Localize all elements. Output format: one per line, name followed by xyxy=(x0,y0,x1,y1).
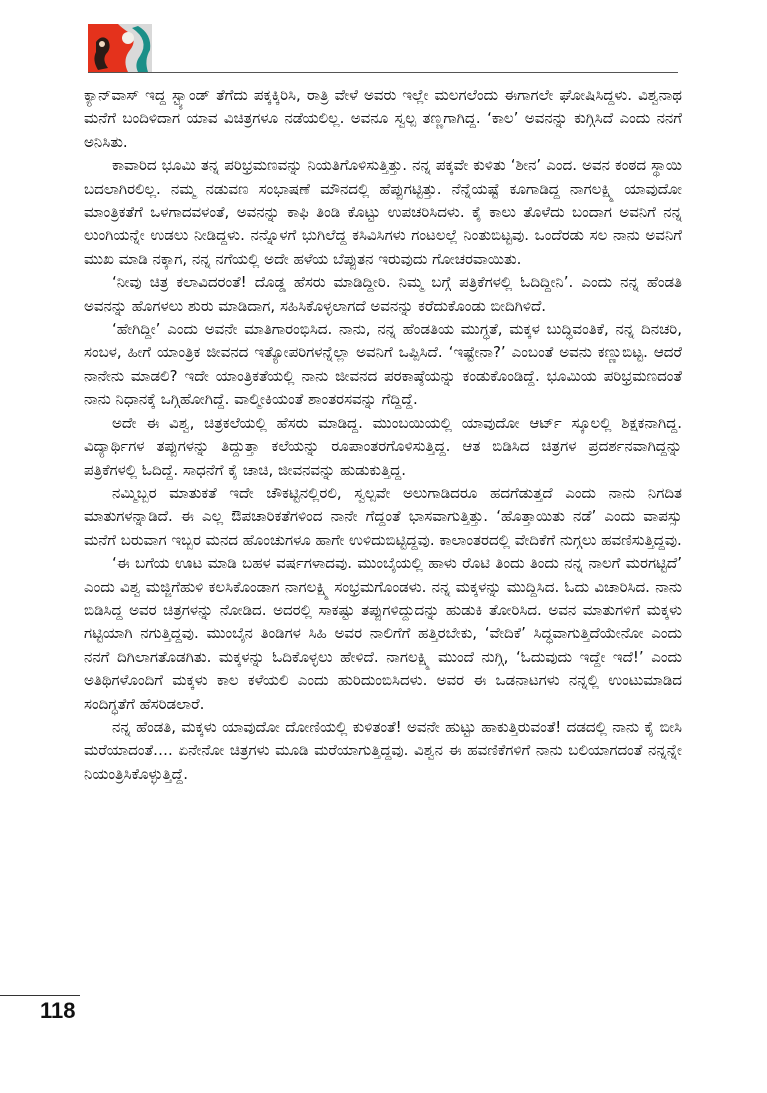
article-body xyxy=(84,84,682,786)
page-number: 118 xyxy=(40,998,76,1023)
page-number-rule xyxy=(0,995,80,996)
paragraph: ‘ನೀವು ಚಿತ್ರ ಕಲಾವಿದರಂತೆ! ದೊಡ್ಡ ಹೆಸರು ಮಾಡಿದ್ದೀರಿ. ನಿಮ್ಮ ಬಗ್ಗೆ ಪತ್ರಿಕೆಗಳಲ್ಲಿ ಓದಿದ್ದೀನಿ’. ಎಂದು ನನ್ನ ಹೆಂಡತಿ ಅವನನ್ನು ಹೊಗಳಲು ಶುರು ಮಾಡಿದಾಗ, ಸಹಿಸಿಕೊಳ್ಳಲಾಗದೆ ಅವನನ್ನು ಕರೆದುಕೊಂಡು ಬೀದಿಗಿಳಿದೆ. xyxy=(84,273,682,315)
paragraph: ಕಾವಾರಿದ ಭೂಮಿ ತನ್ನ ಪರಿಭ್ರಮಣವನ್ನು ನಿಯತಿಗೊಳಿಸುತ್ತಿತ್ತು. ನನ್ನ ಪಕ್ಕವೇ ಕುಳಿತು ‘ಶೀನ’ ಎಂದ. ಅವನ ಕಂಠದ ಸ್ಥಾಯಿ ಬದಲಾಗಿರಲಿಲ್ಲ. ನಮ್ಮ ನಡುವಣ ಸಂಭಾಷಣೆ ಮೌನದಲ್ಲಿ ಹೆಪ್ಪುಗಟ್ಟಿತ್ತು. ನೆನ್ನೆಯಷ್ಟೆ ಕೂಗಾಡಿದ್ದ ನಾಗಲಕ್ಷ್ಮಿ ಯಾವುದೋ ಮಾಂತ್ರಿಕತೆಗೆ ಒಳಗಾದವಳಂತೆ, ಅವನನ್ನು ಕಾಫಿ ತಿಂಡಿ ಕೊಟ್ಟು ಉಪಚರಿಸಿದಳು. ಕೈ ಕಾಲು ತೊಳೆದು ಬಂದಾಗ ಅವನಿಗೆ ನನ್ನ ಲುಂಗಿಯನ್ನೇ ಉಡಲು ನೀಡಿದ್ದಳು. ನನ್ನೊಳಗೆ ಭುಗಿಲೆದ್ದ ಕಸಿವಿಸಿಗಳು ಗಂಟಲಲ್ಲೆ ನಿಂತುಬಿಟ್ಟವು. ಒಂದೆರಡು ಸಲ ನಾನು ಅವನಿಗೆ ಮುಖ ಮಾಡಿ ನಕ್ಕಾಗ, ನನ್ನ ನಗೆಯಲ್ಲಿ ಅದೇ ಹಳೆಯ ಬೆಪ್ಪುತನ ಇರುವುದು ಗೋಚರವಾಯಿತು. xyxy=(84,156,682,268)
paragraph: ಕ್ಯಾನ್‌ವಾಸ್‌ ಇದ್ದ ಸ್ಟ್ಯಾಂಡ್‌ ತೆಗೆದು ಪಕ್ಕಕ್ಕಿರಿಸಿ, ರಾತ್ರಿ ವೇಳೆ ಅವರು ಇಲ್ಲೇ ಮಲಗಲೆಂದು ಈಗಾಗಲೇ ಘೋಷಿಸಿದ್ದಳು. ವಿಶ್ವನಾಥ ಮನೆಗೆ ಬಂದಿಳಿದಾಗ ಯಾವ ವಿಚಿತ್ರಗಳೂ ನಡೆಯಲಿಲ್ಲ. ಅವನೂ ಸ್ವಲ್ಪ ತಣ್ಣಗಾಗಿದ್ದ. ‘ಕಾಲ’ ಅವನನ್ನು ಕುಗ್ಗಿಸಿದೆ ಎಂದು ನನಗೆ ಅನಿಸಿತು. xyxy=(84,86,682,151)
paragraph: ‘ಈ ಬಗೆಯ ಊಟ ಮಾಡಿ ಬಹಳ ವರ್ಷಗಳಾದವು. ಮುಂಬೈಯಲ್ಲಿ ಹಾಳು ರೊಟಿ ತಿಂದು ತಿಂದು ನನ್ನ ನಾಲಗೆ ಮರಗಟ್ಟಿದೆ’ ಎಂದು ವಿಶ್ವ ಮಜ್ಜಿಗೆಹುಳಿ ಕಲಸಿಕೊಂಡಾಗ ನಾಗಲಕ್ಷ್ಮಿ ಸಂಭ್ರಮಗೊಂಡಳು. ನನ್ನ ಮಕ್ಕಳನ್ನು ಮುದ್ದಿಸಿದ. ಓದು ವಿಚಾರಿಸಿದ. ನಾನು ಬಿಡಿಸಿದ್ದ ಅವರ ಚಿತ್ರಗಳನ್ನು ನೋಡಿದ. ಅದರಲ್ಲಿ ಸಾಕಷ್ಟು ತಪ್ಪುಗಳಿದ್ದುದನ್ನು ಹುಡುಕಿ ತೋರಿಸಿದ. ಅವನ ಮಾತುಗಳಿಗೆ ಮಕ್ಕಳು ಗಟ್ಟಿಯಾಗಿ ನಗುತ್ತಿದ್ದವು. ಮುಂಬೈನ ತಿಂಡಿಗಳ ಸಿಹಿ ಅವರ ನಾಲಿಗೆಗೆ ಹತ್ತಿರಬೇಕು, ‘ವೇದಿಕೆ’ ಸಿದ್ಧವಾಗುತ್ತಿದೆಯೇನೋ ಎಂದು ನನಗೆ ದಿಗಿಲಾಗತೊಡಗಿತು. ಮಕ್ಕಳನ್ನು ಓದಿಕೊಳ್ಳಲು ಹೇಳಿದೆ. ನಾಗಲಕ್ಷ್ಮಿ ಮುಂದೆ ನುಗ್ಗಿ, ‘ಓದುವುದು ಇದ್ದೇ ಇದೆ!’ ಎಂದು ಅತಿಥಿಗಳೊಂದಿಗೆ ಮಕ್ಕಳು ಕಾಲ ಕಳೆಯಲಿ ಎಂದು ಹುರಿದುಂಬಿಸಿದಳು. ಅವರ ಈ ಒಡನಾಟಗಳು ನನ್ನಲ್ಲಿ ಉಂಟುಮಾಡಿದ ಸಂದಿಗ್ಧತೆಗೆ ಹೆಸರಿಡಲಾರೆ. xyxy=(84,554,682,713)
magazine-logo xyxy=(88,24,152,72)
header-rule xyxy=(88,72,678,73)
paragraph: ನಮ್ಮಿಬ್ಬರ ಮಾತುಕತೆ ಇದೇ ಚೌಕಟ್ಟಿನಲ್ಲಿರಲಿ, ಸ್ವಲ್ಪವೇ ಅಲುಗಾಡಿದರೂ ಹದಗೆಡುತ್ತದೆ ಎಂದು ನಾನು ನಿಗದಿತ ಮಾತುಗಳನ್ನಾಡಿದೆ. ಈ ಎಲ್ಲ ಔಪಚಾರಿಕತೆಗಳಿಂದ ನಾನೇ ಗೆದ್ದಂತೆ ಭಾಸವಾಗುತ್ತಿತ್ತು. ‘ಹೊತ್ತಾಯಿತು ನಡೆ’ ಎಂದು ವಾಪಸ್ಸು ಮನೆಗೆ ಬರುವಾಗ ಇಬ್ಬರ ಮನದ ಹೊಂಚುಗಳೂ ಹಾಗೇ ಉಳಿದುಬಿಟ್ಟಿದ್ದವು. ಕಾಲಾಂತರದಲ್ಲಿ ವೇದಿಕೆಗೆ ನುಗ್ಗಲು ಹವಣಿಸುತ್ತಿದ್ದವು. xyxy=(84,483,682,549)
paragraph: ನನ್ನ ಹೆಂಡತಿ, ಮಕ್ಕಳು ಯಾವುದೋ ದೋಣಿಯಲ್ಲಿ ಕುಳಿತಂತೆ! ಅವನೇ ಹುಟ್ಟು ಹಾಕುತ್ತಿರುವಂತೆ! ದಡದಲ್ಲಿ ನಾನು ಕೈ ಬೀಸಿ ಮರೆಯಾದಂತೆ…. ಏನೇನೋ ಚಿತ್ರಗಳು ಮೂಡಿ ಮರೆಯಾಗುತ್ತಿದ್ದವು. ವಿಶ್ವನ ಈ ಹವಣಿಕೆಗಳಿಗೆ ನಾನು ಬಲಿಯಾಗದಂತೆ ನನ್ನನ್ನೇ ನಿಯಂತ್ರಿಸಿಕೊಳ್ಳುತ್ತಿದ್ದೆ. xyxy=(84,717,682,783)
paragraph: ‘ಹೇಗಿದ್ದೀ’ ಎಂದು ಅವನೇ ಮಾತಿಗಾರಂಭಿಸಿದ. ನಾನು, ನನ್ನ ಹೆಂಡತಿಯ ಮುಗ್ಧತೆ, ಮಕ್ಕಳ ಬುದ್ಧಿವಂತಿಕೆ, ನನ್ನ ದಿನಚರಿ, ಸಂಬಳ, ಹೀಗೆ ಯಾಂತ್ರಿಕ ಜೀವನದ ಇತ್ಯೋಪರಿಗಳನ್ನೆಲ್ಲಾ ಅವನಿಗೆ ಒಪ್ಪಿಸಿದೆ. ‘ಇಷ್ಟೇನಾ?’ ಎಂಬಂತೆ ಅವನು ಕಣ್ಣುಬಿಟ್ಟ. ಆದರೆ ನಾನೇನು ಮಾಡಲಿ? ಇದೇ ಯಾಂತ್ರಿಕತೆಯಲ್ಲಿ ನಾನು ಜೀವನದ ಪರಕಾಷ್ಠೆಯನ್ನು ಕಂಡುಕೊಂಡಿದ್ದೆ. ಭೂಮಿಯ ಪರಿಭ್ರಮಣದಂತೆ ನಾನು ನಿಧಾನಕ್ಕೆ ಒಗ್ಗಿಹೋಗಿದ್ದೆ. ವಾಲ್ಮೀಕಿಯಂತೆ ಶಾಂತರಸವನ್ನು ಗೆದ್ದಿದ್ದೆ. xyxy=(84,320,682,409)
paragraph: ಅದೇ ಈ ವಿಶ್ವ, ಚಿತ್ರಕಲೆಯಲ್ಲಿ ಹೆಸರು ಮಾಡಿದ್ದ. ಮುಂಬಯಿಯಲ್ಲಿ ಯಾವುದೋ ಆರ್ಟ್ ಸ್ಕೂಲಲ್ಲಿ ಶಿಕ್ಷಕನಾಗಿದ್ದ. ವಿದ್ಯಾರ್ಥಿಗಳ ತಪ್ಪುಗಳನ್ನು ತಿದ್ದುತ್ತಾ ಕಲೆಯನ್ನು ರೂಪಾಂತರಗೊಳಿಸುತ್ತಿದ್ದ. ಆತ ಬಿಡಿಸಿದ ಚಿತ್ರಗಳ ಪ್ರದರ್ಶನವಾಗಿದ್ದನ್ನು ಪತ್ರಿಕೆಗಳಲ್ಲಿ ಓದಿದ್ದೆ. ಸಾಧನೆಗೆ ಕೈ ಚಾಚಿ, ಜೀವನವನ್ನು ಹುಡುಕುತ್ತಿದ್ದ. xyxy=(84,413,682,479)
